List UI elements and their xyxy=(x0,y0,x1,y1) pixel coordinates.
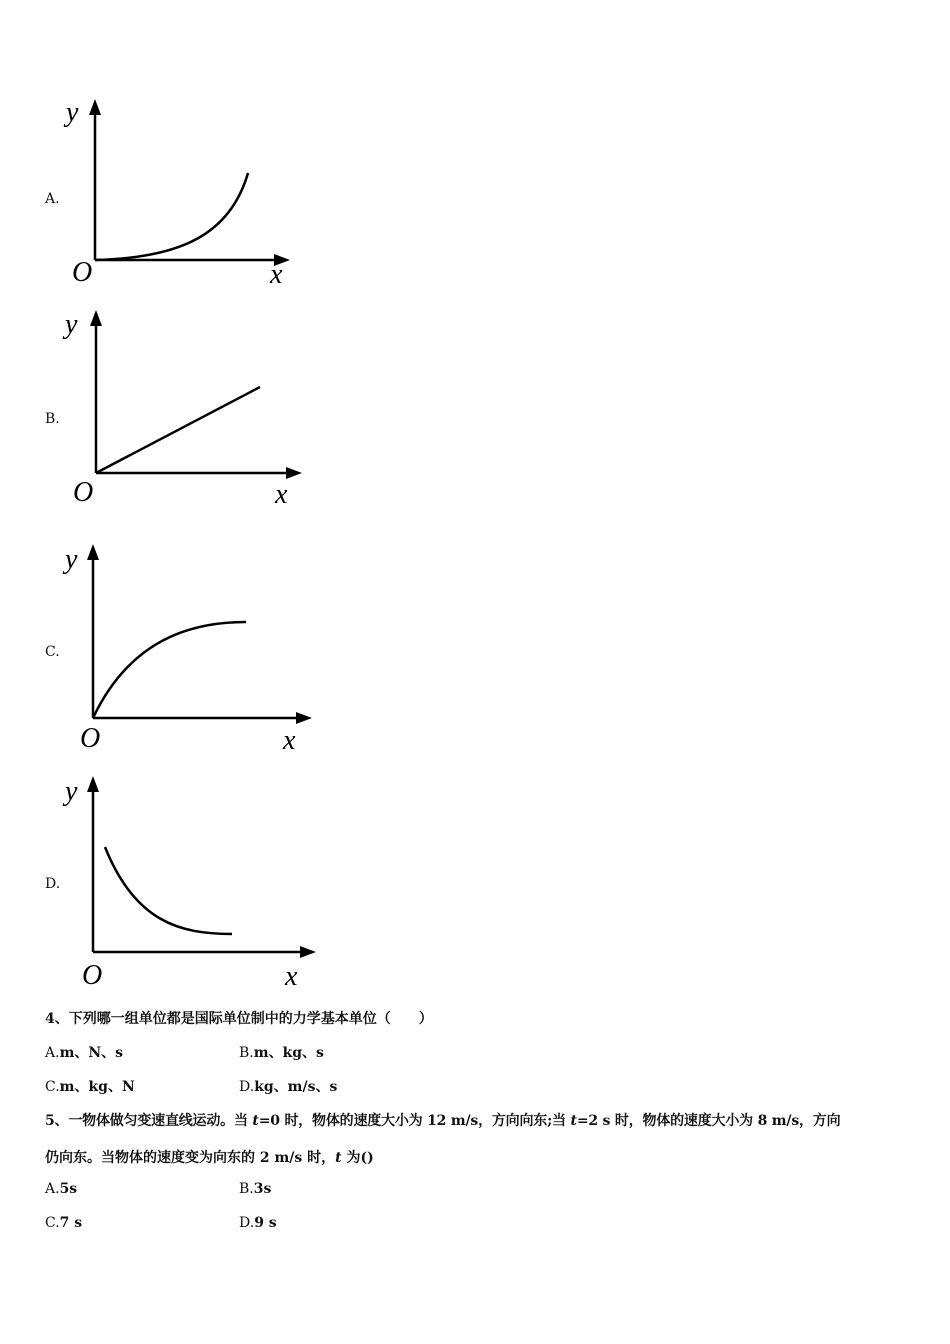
q5-line1-part-b: =0 时，物体的速度大小为 12 m/s，方向向东;当 xyxy=(258,1113,571,1129)
graph-b-x-arrow xyxy=(286,467,302,479)
q4-choice-b xyxy=(239,1042,324,1062)
graph-b-line xyxy=(96,387,260,473)
q4-choice-c-text: m、kg、N xyxy=(59,1079,135,1095)
q4-choice-b-letter: B. xyxy=(239,1045,254,1061)
q4-choice-a-text: m、N、s xyxy=(59,1045,124,1061)
graph-d-y-arrow xyxy=(87,776,99,792)
q5-choice-b-letter: B. xyxy=(239,1181,254,1197)
graph-b-y-label: y xyxy=(65,309,78,340)
q5-line2-part-a: 仍向东。当物体的速度变为向东的 2 m/s 时， xyxy=(45,1150,336,1166)
graph-c-y-label: y xyxy=(65,544,78,575)
graph-c-origin-label: O xyxy=(80,723,101,754)
option-b-label: B. xyxy=(45,411,60,427)
option-a-label: A. xyxy=(45,191,60,207)
graph-c-y-arrow xyxy=(87,544,99,560)
q5-choice-b-text: 3s xyxy=(253,1181,272,1197)
q5-choice-c-letter: C. xyxy=(45,1215,60,1231)
q5-line1-part-a: 5、一物体做匀变速直线运动。当 xyxy=(45,1113,253,1129)
q4-choice-a xyxy=(45,1042,123,1062)
q5-choice-b xyxy=(239,1181,271,1197)
graph-b-y-arrow xyxy=(90,310,102,326)
q5-choice-c xyxy=(45,1215,82,1231)
q5-choice-c-text: 7 s xyxy=(59,1215,83,1231)
option-d-label: D. xyxy=(45,876,61,892)
q5-choice-d-letter: D. xyxy=(239,1215,255,1231)
q5-choice-a-letter: A. xyxy=(45,1181,60,1197)
graph-d-x-label: x xyxy=(285,961,298,992)
q5-choice-a-text: 5s xyxy=(59,1181,78,1197)
graph-d xyxy=(60,772,325,992)
graph-d-curve xyxy=(105,847,232,934)
graph-d-y-label: y xyxy=(65,776,78,807)
q5-choice-d-text: 9 s xyxy=(254,1215,277,1231)
question-5-line-2 xyxy=(45,1147,374,1167)
question-4-text: 4、下列哪一组单位都是国际单位制中的力学基本单位（ ） xyxy=(45,1011,433,1027)
graph-c-x-arrow xyxy=(296,712,312,724)
graph-a-origin-label: O xyxy=(72,257,93,288)
graph-d-x-arrow xyxy=(300,946,316,958)
graph-b-x-label: x xyxy=(275,479,288,510)
q4-choice-b-text: m、kg、s xyxy=(253,1045,324,1061)
option-c-label: C. xyxy=(45,644,60,660)
graph-a-curve xyxy=(95,173,248,260)
q5-var-t-2: t xyxy=(570,1113,577,1129)
graph-c xyxy=(60,540,320,755)
q4-choice-a-letter: A. xyxy=(45,1045,60,1061)
q5-var-t-1: t xyxy=(252,1113,259,1129)
q4-choice-c-letter: C. xyxy=(45,1079,60,1095)
graph-c-x-label: x xyxy=(283,725,296,755)
question-5-line-1 xyxy=(45,1110,840,1130)
graph-b-origin-label: O xyxy=(73,477,94,508)
graph-d-origin-label: O xyxy=(82,960,103,991)
graph-a-y-arrow xyxy=(89,99,101,115)
q4-choice-c xyxy=(45,1076,135,1096)
q5-var-t-3: t xyxy=(335,1150,342,1166)
q4-choice-d xyxy=(239,1076,337,1096)
q4-choice-d-letter: D. xyxy=(239,1079,255,1095)
q5-choice-a xyxy=(45,1181,77,1197)
graph-a-y-label: y xyxy=(66,97,79,128)
q4-choice-d-text: kg、m/s、s xyxy=(254,1079,338,1095)
graph-a xyxy=(60,95,300,295)
q5-line1-part-c: =2 s 时，物体的速度大小为 8 m/s，方向 xyxy=(576,1113,841,1129)
graph-a-x-label: x xyxy=(270,259,283,290)
graph-b xyxy=(60,305,310,510)
q5-choice-d xyxy=(239,1215,277,1231)
q5-line2-part-b: 为() xyxy=(341,1150,374,1166)
graph-c-curve xyxy=(93,622,246,718)
